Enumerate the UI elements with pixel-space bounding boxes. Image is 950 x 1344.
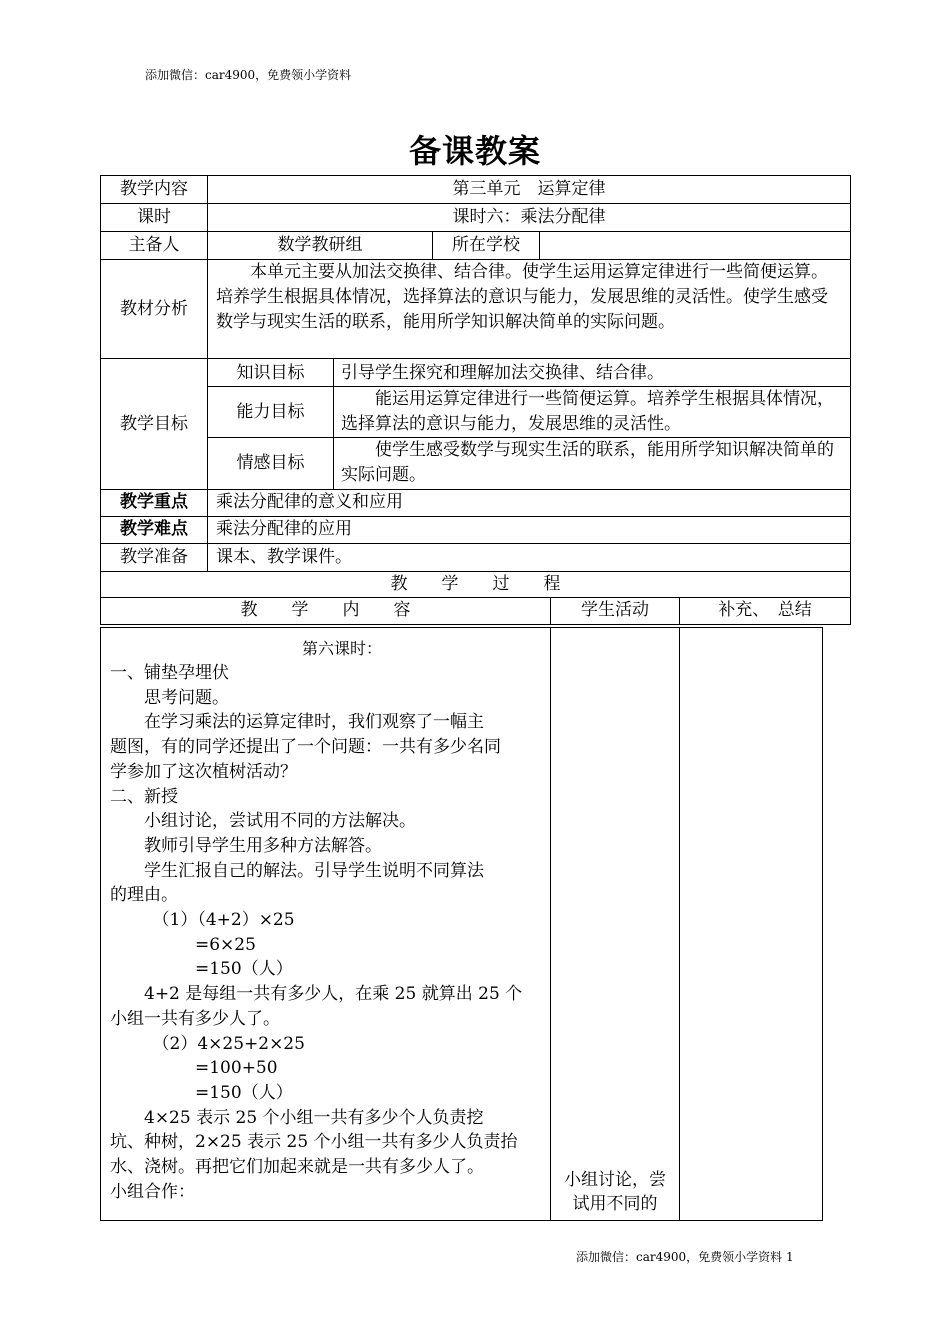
analysis-label: 教材分析	[120, 299, 188, 319]
preparation-value: 课本、教学课件。	[216, 547, 352, 567]
lesson-line: 思考问题。	[110, 687, 229, 708]
goals-label: 教学目标	[120, 414, 188, 434]
process-header: 教 学 过 程	[390, 574, 561, 594]
lesson-line: 4+2 是每组一共有多少人，在乘 25 就算出 25 个	[110, 984, 523, 1005]
preparer-value: 数学教研组	[277, 235, 363, 255]
lesson-line: 在学习乘法的运算定律时，我们观察了一幅主	[110, 712, 484, 733]
lesson-line: 4×25 表示 25 个小组一共有多少个人负责挖	[110, 1107, 484, 1128]
lesson-line: 学参加了这次植树活动？	[110, 761, 297, 782]
emotion-label: 情感目标	[236, 453, 305, 473]
summary-column-header: 补充、 总结	[718, 600, 812, 620]
lesson-line: （2）4×25+2×25	[110, 1033, 305, 1054]
knowledge-text: 引导学生探究和理解加法交换律、结合律。	[341, 363, 664, 383]
key-point-value: 乘法分配律的意义和应用	[216, 492, 403, 512]
difficulty-value: 乘法分配律的应用	[216, 519, 352, 539]
lesson-line: 坑、种树，2×25 表示 25 个小组一共有多少人负责抬	[110, 1132, 518, 1153]
difficulty-label: 教学难点	[120, 519, 188, 539]
analysis-text: 本单元主要从加法交换律、结合律。使学生运用运算定律进行一些简便运算。培养学生根据具体情况，选择算法的意识与能力，发展思维的灵活性。使学生感受数学与现实生活的联系，能用所学知识解决简单的实际问题。	[216, 262, 828, 332]
school-label: 所在学校	[452, 235, 520, 255]
lesson-line: （1）（4+2）×25	[110, 910, 295, 930]
preparer-label: 主备人	[128, 235, 180, 255]
activity-column-header: 学生活动	[581, 600, 649, 620]
summary-column-cell	[679, 627, 823, 1221]
content-column-header: 教 学 内 容	[240, 600, 411, 620]
student-activity-line: 小组讨论，尝	[564, 1170, 666, 1190]
lesson-line: 教师引导学生用多种方法解答。	[110, 835, 382, 856]
header-note: 添加微信：car4900，免费领小学资料	[145, 68, 352, 82]
lesson-line: 一、铺垫孕埋伏	[110, 663, 229, 683]
school-value-cell	[539, 231, 851, 260]
lesson-line: 的理由。	[110, 885, 178, 906]
footer-note: 添加微信：car4900，免费领小学资料 1	[576, 1250, 794, 1264]
lesson-line: 二、新授	[110, 786, 178, 807]
lesson-line: 水、浇树。再把它们加起来就是一共有多少人了。	[110, 1157, 484, 1177]
ability-text: 能运用运算定律进行一些简便运算。培养学生根据具体情况，选择算法的意识与能力，发展思维的灵活性。	[341, 389, 834, 434]
knowledge-label: 知识目标	[236, 363, 305, 383]
lesson-heading: 第六课时：	[301, 639, 382, 658]
student-activity-line: 试用不同的	[572, 1194, 658, 1214]
lesson-line: 小组讨论，尝试用不同的方法解决。	[110, 811, 416, 832]
emotion-text: 使学生感受数学与现实生活的联系，能用所学知识解决简单的实际问题。	[341, 440, 834, 485]
lesson-label: 课时	[137, 207, 171, 227]
student-activity	[550, 1168, 680, 1216]
ability-label: 能力目标	[236, 402, 305, 422]
lesson-line: =100+50	[110, 1058, 278, 1079]
lesson-line: 小组合作：	[110, 1181, 195, 1202]
preparation-label: 教学准备	[120, 547, 188, 567]
lesson-value: 课时六：乘法分配律	[452, 207, 606, 227]
page-title: 备课教案	[408, 132, 541, 170]
content-value: 第三单元 运算定律	[452, 179, 606, 199]
lesson-line: 题图，有的同学还提出了一个问题：一共有多少名同	[110, 737, 501, 758]
content-label: 教学内容	[120, 179, 188, 199]
lesson-line: 小组一共有多少人了。	[110, 1008, 280, 1029]
lesson-line: =150（人）	[110, 1082, 293, 1103]
lesson-line: =150（人）	[110, 959, 293, 980]
activity-column-cell	[550, 627, 680, 1221]
key-point-label: 教学重点	[120, 492, 188, 512]
lesson-line: 学生汇报自己的解法。引导学生说明不同算法	[110, 860, 484, 881]
lesson-line: =6×25	[110, 934, 256, 955]
